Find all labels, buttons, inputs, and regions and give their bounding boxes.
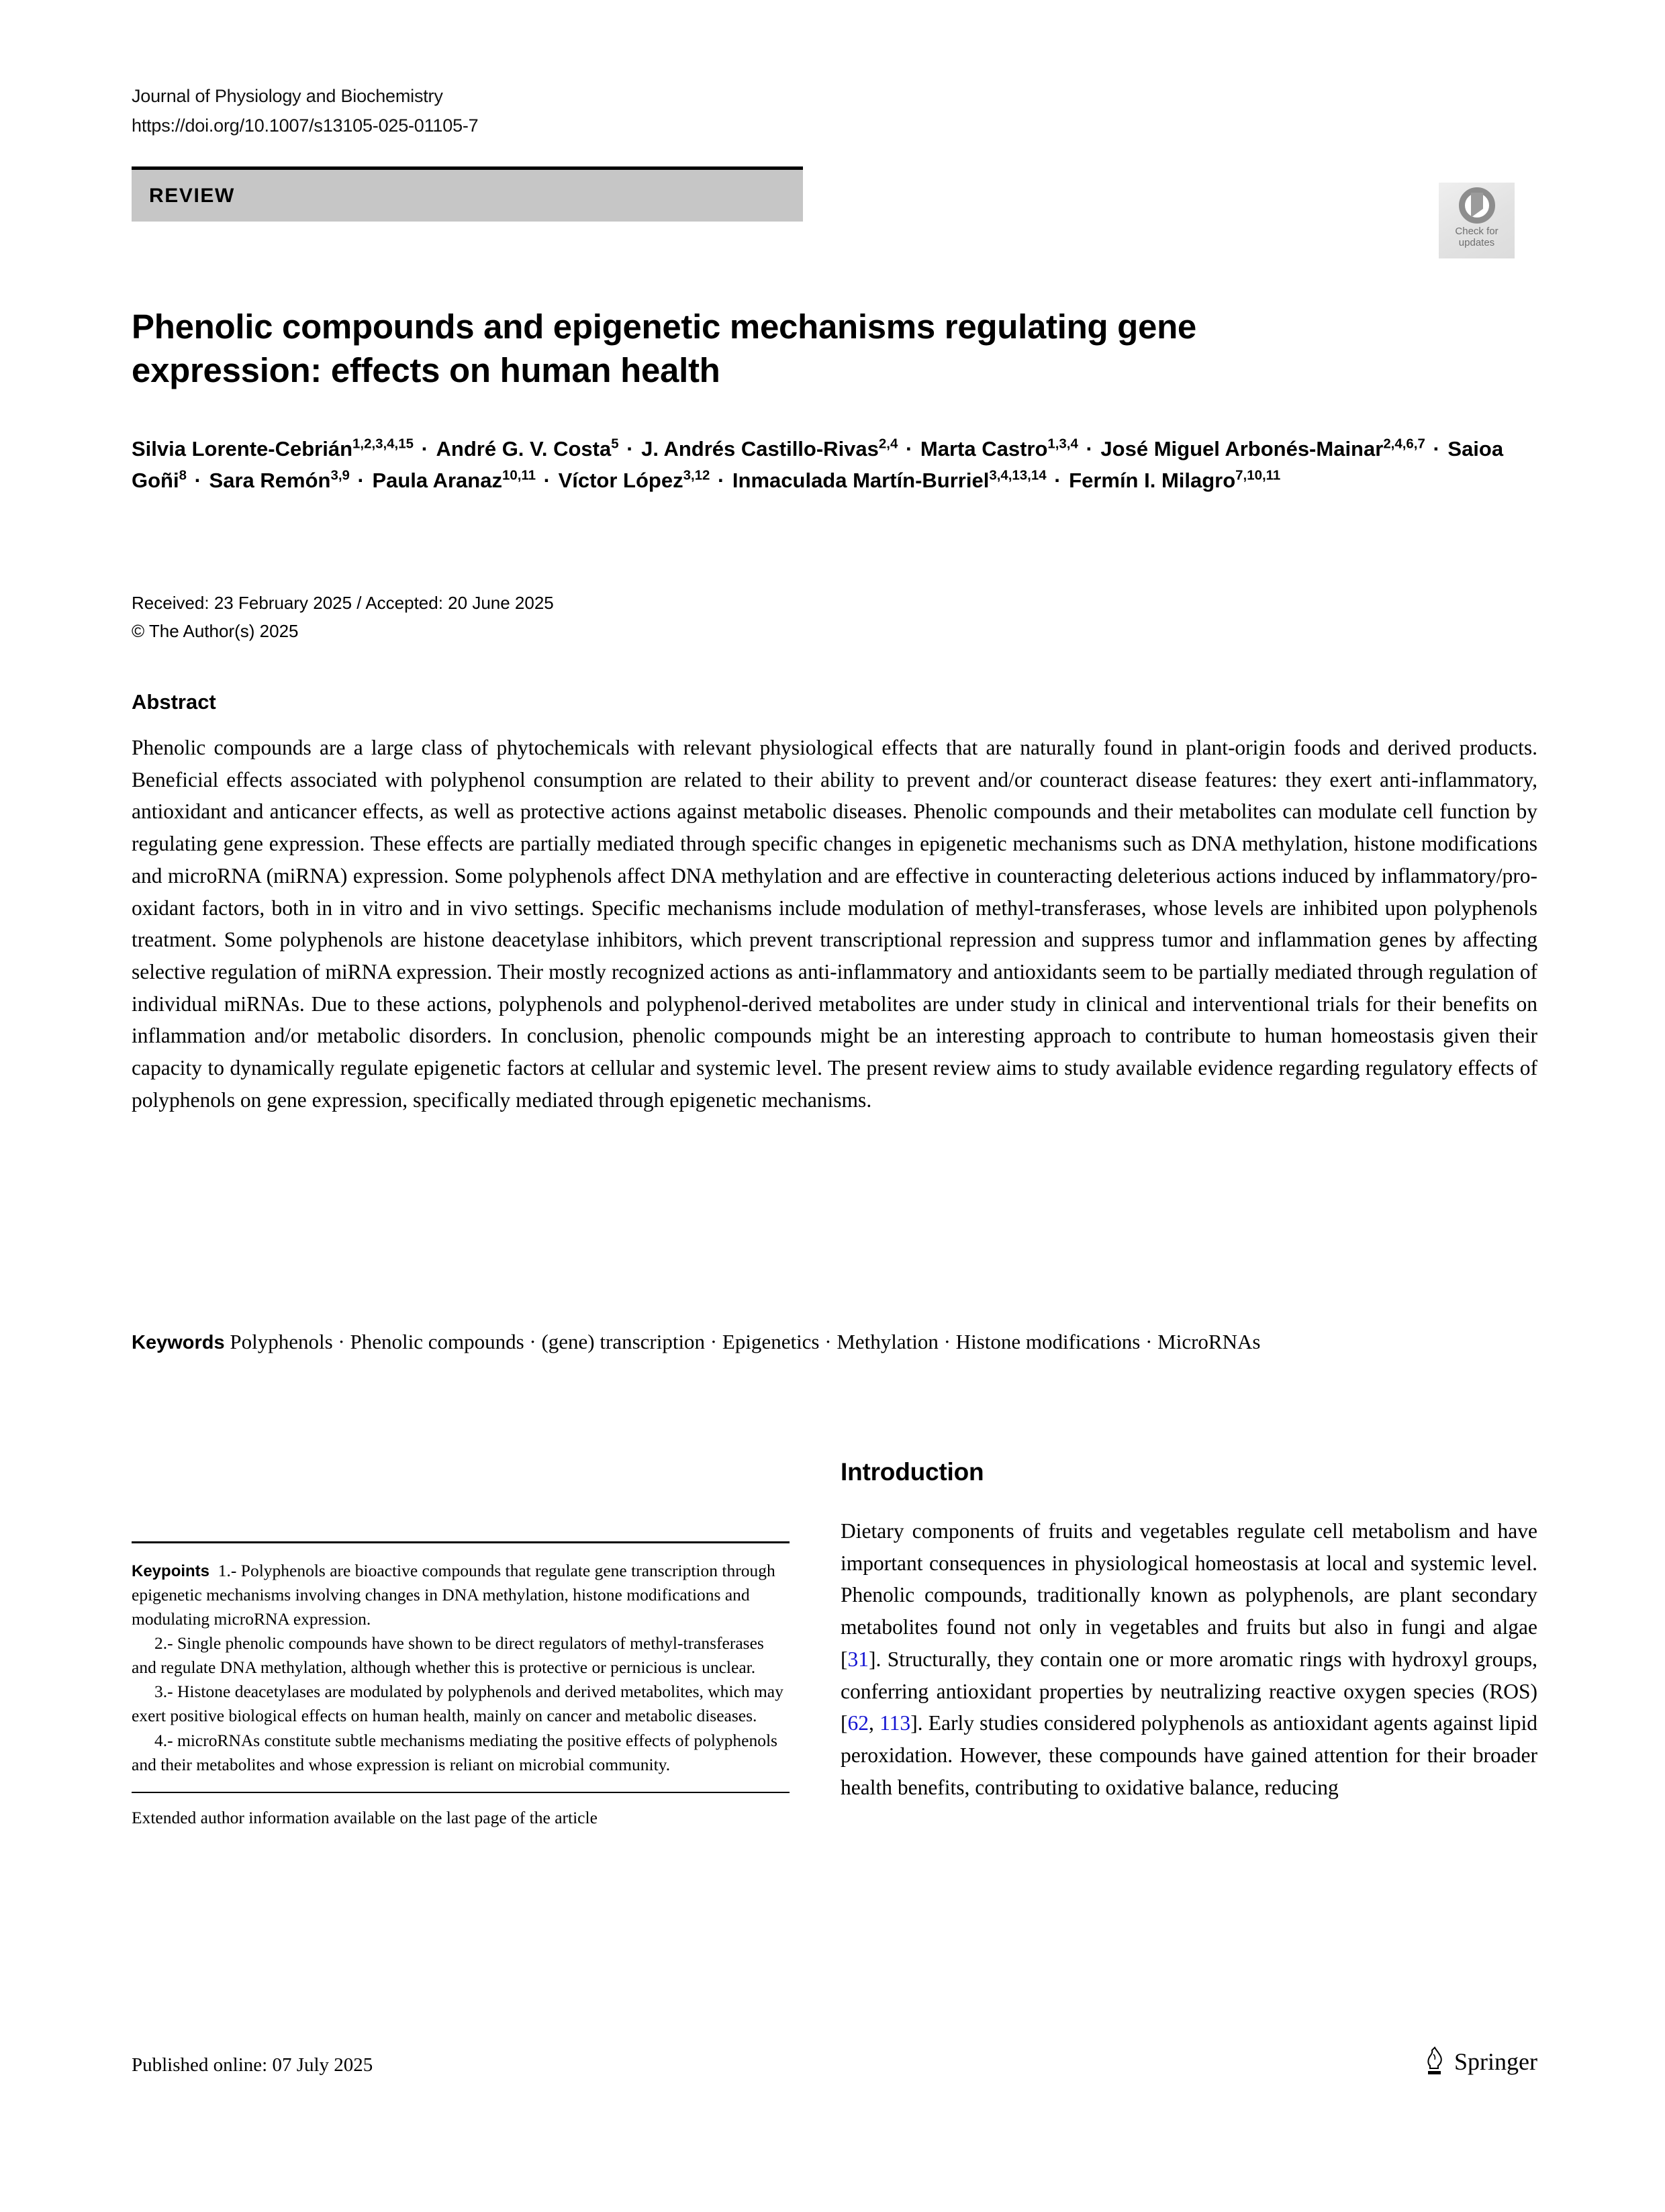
received-accepted: Received: 23 February 2025 / Accepted: 20 June 2025 <box>132 593 554 613</box>
keypoint-item: 3.- Histone deacetylases are modulated by polyphenols and derived metabolites, which may exert positive biological effects on human health, mainly on cancer and metabolic diseases. <box>132 1682 783 1726</box>
author-name: Saioa Goñi <box>132 437 1504 493</box>
author-name: André G. V. Costa <box>436 437 612 461</box>
springer-horse-icon <box>1423 2046 1446 2077</box>
author-separator: · <box>415 437 434 461</box>
keywords-line <box>132 1326 1537 1357</box>
author-name: Inmaculada Martín-Burriel <box>732 469 990 493</box>
keywords-values: Polyphenols · Phenolic compounds · (gene) transcription · Epigenetics · Methylation · Histone modifications · MicroRNAs <box>224 1330 1261 1353</box>
citation-link[interactable]: 113 <box>879 1711 911 1735</box>
article-type-banner <box>132 166 803 222</box>
keypoints-column <box>132 1541 790 1830</box>
citation-link[interactable]: 62 <box>847 1711 869 1735</box>
author-separator: · <box>1048 469 1067 493</box>
author-affiliation-marker: 3,4,13,14 <box>989 467 1047 483</box>
author-name: José Miguel Arbonés-Mainar <box>1100 437 1384 461</box>
journal-name: Journal of Physiology and Biochemistry <box>132 86 443 106</box>
author-separator: · <box>712 469 730 493</box>
crossmark-label <box>1455 226 1498 249</box>
author-affiliation-marker: 7,10,11 <box>1235 467 1281 483</box>
introduction-body <box>841 1515 1537 1803</box>
author-affiliation-marker: 3,9 <box>330 467 350 483</box>
author-separator: · <box>188 469 207 493</box>
author-separator: · <box>538 469 557 493</box>
keypoints-top-rule <box>132 1541 790 1543</box>
keypoint-item: 2.- Single phenolic compounds have shown to be direct regulators of methyl-transferases and regulate DNA methylation, although whether this is protective or pernicious is unclear. <box>132 1633 764 1678</box>
author-affiliation-marker: 3,12 <box>683 467 710 483</box>
publication-dates <box>132 589 937 645</box>
footnote-rule <box>132 1792 790 1793</box>
author-name: Víctor López <box>558 469 683 493</box>
author-name: Sara Remón <box>209 469 331 493</box>
keywords-label: Keywords <box>132 1332 225 1353</box>
keypoint-item <box>132 1559 790 1631</box>
author-name: Silvia Lorente-Cebrián <box>132 437 353 461</box>
extended-author-note: Extended author information available on the last page of the article <box>132 1807 598 1827</box>
author-separator: · <box>900 437 918 461</box>
crossmark-line-2: updates <box>1458 237 1495 249</box>
article-type-label: REVIEW <box>149 184 235 207</box>
page-title: Phenolic compounds and epigenetic mechanisms regulating gene expression: effects on human health <box>132 307 1196 390</box>
published-online: Published online: 07 July 2025 <box>132 2054 373 2076</box>
author-affiliation-marker: 10,11 <box>502 467 536 483</box>
intro-part-1: Dietary components of fruits and vegetables regulate cell metabolism and have important consequences in physiological homeostasis at local and systemic level. Phenolic compounds, traditionally known as polyphenols, are plant secondary metabolites found not only in vegetables and fruits but also in fungi and algae [ <box>841 1519 1537 1671</box>
author-separator: · <box>620 437 640 461</box>
author-affiliation-marker: 2,4,6,7 <box>1383 436 1425 452</box>
author-name: Paula Aranaz <box>372 469 502 493</box>
abstract-heading: Abstract <box>132 690 216 714</box>
keypoint-text: 1.- Polyphenols are bioactive compounds that regulate gene transcription through epigenetic mechanisms involving changes in DNA methylation, histone modifications and modulating microRNA expression. <box>132 1561 775 1629</box>
publisher-logo <box>1423 2046 1537 2077</box>
check-for-updates-badge[interactable] <box>1439 183 1515 258</box>
keypoints-box <box>132 1559 790 1777</box>
author-name: Marta Castro <box>920 437 1048 461</box>
introduction-column <box>841 1458 1537 1803</box>
abstract-body: Phenolic compounds are a large class of phytochemicals with relevant physiological effects that are naturally found in plant-origin foods and derived products. Beneficial effects associated with polyphenol consumption are related to their ability to prevent and/or counteract disease features: they exert anti-inflammatory, antioxidant and anticancer effects, as well as protective actions against metabolic diseases. Phenolic compounds and their metabolites can modulate cell function by regulating gene expression. These effects are partially mediated through specific changes in epigenetic mechanisms such as DNA methylation, histone modifications and microRNA (miRNA) expression. Some polyphenols affect DNA methylation and are effective in counteracting deleterious actions induced by inflammatory/pro-oxidant factors, both in in vitro and in vivo settings. Specific mechanisms include modulation of methyl-transferases, whose levels are inhibited upon polyphenols treatment. Some polyphenols are histone deacetylase inhibitors, which prevent transcriptional repression and suppress tumor and inflammation genes by affecting selective regulation of miRNA expression. Their mostly recognized actions as anti-inflammatory and antioxidants seem to be partially mediated through regulation of individual miRNAs. Due to these actions, polyphenols and polyphenol-derived metabolites are under study in clinical and interventional trials for their benefits on inflammation and/or metabolic disorders. In conclusion, phenolic compounds might be an interesting approach to contribute to human homeostasis given their capacity to dynamically regulate epigenetic factors at cellular and systemic level. The present review aims to study available evidence regarding regulatory effects of polyphenols on gene expression, specifically mediated through epigenetic mechanisms. <box>132 736 1537 1112</box>
copyright-line: © The Author(s) 2025 <box>132 621 299 642</box>
author-list <box>132 433 1535 496</box>
keypoints-label: Keypoints <box>132 1562 210 1580</box>
author-name: J. Andrés Castillo-Rivas <box>641 437 879 461</box>
author-name: Fermín I. Milagro <box>1069 469 1236 493</box>
author-affiliation-marker: 1,3,4 <box>1047 436 1078 452</box>
review-band <box>132 170 803 222</box>
citation-link[interactable]: 31 <box>847 1647 869 1671</box>
author-affiliation-marker: 2,4 <box>878 436 898 452</box>
crossmark-icon <box>1459 187 1495 224</box>
intro-part-2: ]. Structurally, they contain one or more aromatic rings with hydroxyl groups, conferring antioxidant properties by neutralizing reactive oxygen species (ROS) [ <box>841 1647 1537 1735</box>
journal-header <box>132 82 1072 140</box>
citation-separator: , <box>869 1711 880 1735</box>
introduction-heading: Introduction <box>841 1458 984 1486</box>
crossmark-line-1: Check for <box>1455 226 1498 237</box>
author-affiliation-marker: 5 <box>611 436 619 452</box>
publisher-name: Springer <box>1454 2048 1537 2075</box>
author-affiliation-marker: 8 <box>179 467 187 483</box>
keypoint-item: 4.- microRNAs constitute subtle mechanisms mediating the positive effects of polyphenols and their metabolites and whose expression is reliant on microbial community. <box>132 1730 777 1774</box>
author-separator: · <box>351 469 371 493</box>
author-separator: · <box>1080 437 1099 461</box>
author-affiliation-marker: 1,2,3,4,15 <box>352 436 414 452</box>
author-separator: · <box>1427 437 1446 461</box>
intro-part-3: ]. Early studies considered polyphenols as antioxidant agents against lipid peroxidation. However, these compounds have gained attention for their broader health benefits, contributing to oxidative balance, reducing <box>841 1711 1538 1799</box>
doi-link[interactable]: https://doi.org/10.1007/s13105-025-01105-7 <box>132 115 479 136</box>
